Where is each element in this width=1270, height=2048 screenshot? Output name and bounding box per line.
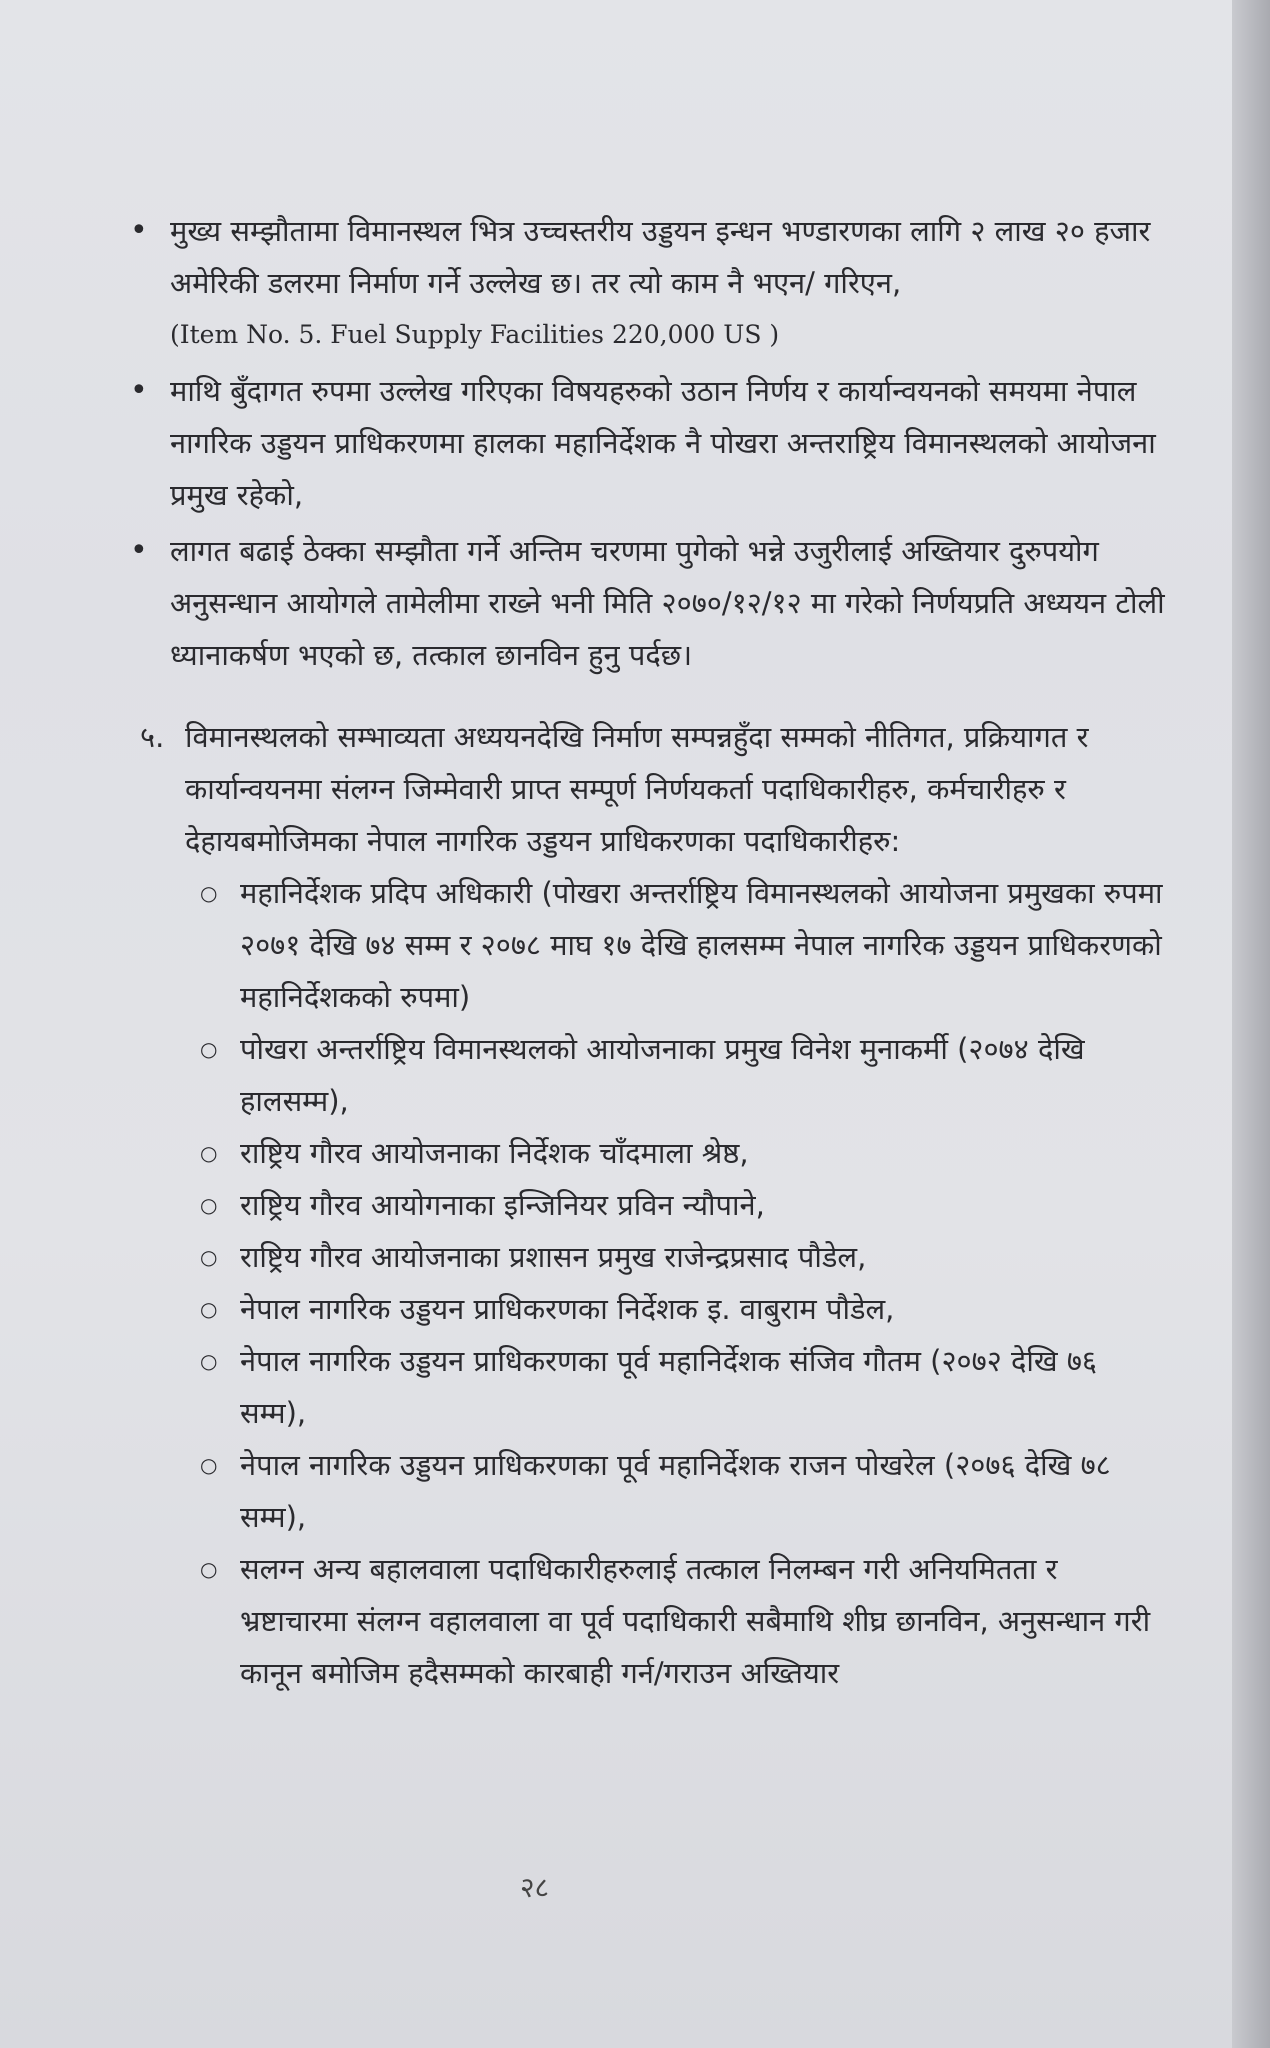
document-body xyxy=(130,205,1170,1699)
bullet-text: माथि बुँदागत रुपमा उल्लेख गरिएका विषयहरुको उठान निर्णय र कार्यान्वयनको समयमा नेपाल नागरिक उड्डयन प्राधिकरणमा हालका महानिर्देशक नै पोखरा अन्तराष्ट्रिय विमानस्थलको आयोजना प्रमुख रहेको, xyxy=(170,374,1156,512)
list-item: ○ राष्ट्रिय गौरव आयोजनाका निर्देशक चाँदमाला श्रेष्ठ, xyxy=(200,1127,1170,1179)
bullet-text: मुख्य सम्झौतामा विमानस्थल भित्र उच्चस्तरीय उड्डयन इन्धन भण्डारणका लागि २ लाख २० हजार अमेरिकी डलरमा निर्माण गर्ने उल्लेख छ। तर त्यो काम नै भएन/ गरिएन, xyxy=(170,214,1151,300)
list-item: ○ सलग्न अन्य बहालवाला पदाधिकारीहरुलाई तत्काल निलम्बन गरी अनियमितता र भ्रष्टाचारमा संलग्न वहालवाला वा पूर्व पदाधिकारी सबैमाथि शीघ्र छानविन, अनुसन्धान गरी कानून बमोजिम हदैसम्मको कारबाही गर्न/गराउन अख्तियार xyxy=(200,1543,1170,1699)
bullet-item xyxy=(130,365,1170,521)
list-item: ○ नेपाल नागरिक उड्डयन प्राधिकरणका निर्देशक इ. वाबुराम पौडेल, xyxy=(200,1283,1170,1335)
list-item: ○ नेपाल नागरिक उड्डयन प्राधिकरणका पूर्व महानिर्देशक राजन पोखरेल (२०७६ देखि ७८ सम्म), xyxy=(200,1439,1170,1543)
official-list xyxy=(185,867,1170,1699)
bullet-item xyxy=(130,205,1170,361)
page-edge xyxy=(1232,0,1270,2048)
page-number: २८ xyxy=(520,1871,550,1904)
bullet-item xyxy=(130,525,1170,681)
list-item: ○ राष्ट्रिय गौरव आयोजनाका प्रशासन प्रमुख राजेन्द्रप्रसाद पौडेल, xyxy=(200,1231,1170,1283)
section-text: विमानस्थलको सम्भाव्यता अध्ययनदेखि निर्माण सम्पन्नहुँदा सम्मको नीतिगत, प्रक्रियागत र कार्यान्वयनमा संलग्न जिम्मेवारी प्राप्त सम्पूर्ण निर्णयकर्ता पदाधिकारीहरु, कर्मचारीहरु र देहायबमोजिमका नेपाल नागरिक उड्डयन प्राधिकरणका पदाधिकारीहरु: xyxy=(185,720,1089,858)
list-item: ○ पोखरा अन्तर्राष्ट्रिय विमानस्थलको आयोजनाका प्रमुख विनेश मुनाकर्मी (२०७४ देखि हालसम्म), xyxy=(200,1023,1170,1127)
section-number: ५. xyxy=(140,720,165,754)
bullet-text: लागत बढाई ठेक्का सम्झौता गर्ने अन्तिम चरणमा पुगेको भन्ने उजुरीलाई अख्तियार दुरुपयोग अनुसन्धान आयोगले तामेलीमा राख्ने भनी मिति २०७०/१२/१२ मा गरेको निर्णयप्रति अध्ययन टोली ध्यानाकर्षण भएको छ, तत्काल छानविन हुनु पर्दछ। xyxy=(170,534,1165,672)
list-item: ○ नेपाल नागरिक उड्डयन प्राधिकरणका पूर्व महानिर्देशक संजिव गौतम (२०७२ देखि ७६ सम्म), xyxy=(200,1335,1170,1439)
section-5 xyxy=(130,711,1170,1699)
list-item: ○ महानिर्देशक प्रदिप अधिकारी (पोखरा अन्तर्राष्ट्रिय विमानस्थलको आयोजना प्रमुखका रुपमा २०७१ देखि ७४ सम्म र २०७८ माघ १७ देखि हालसम्म नेपाल नागरिक उड्डयन प्राधिकरणको महानिर्देशकको रुपमा) xyxy=(200,867,1170,1023)
list-item: ○ राष्ट्रिय गौरव आयोगनाका इन्जिनियर प्रविन न्यौपाने, xyxy=(200,1179,1170,1231)
bullet-list xyxy=(130,205,1170,681)
item-note: (Item No. 5. Fuel Supply Facilities 220,000 US ) xyxy=(170,320,780,349)
